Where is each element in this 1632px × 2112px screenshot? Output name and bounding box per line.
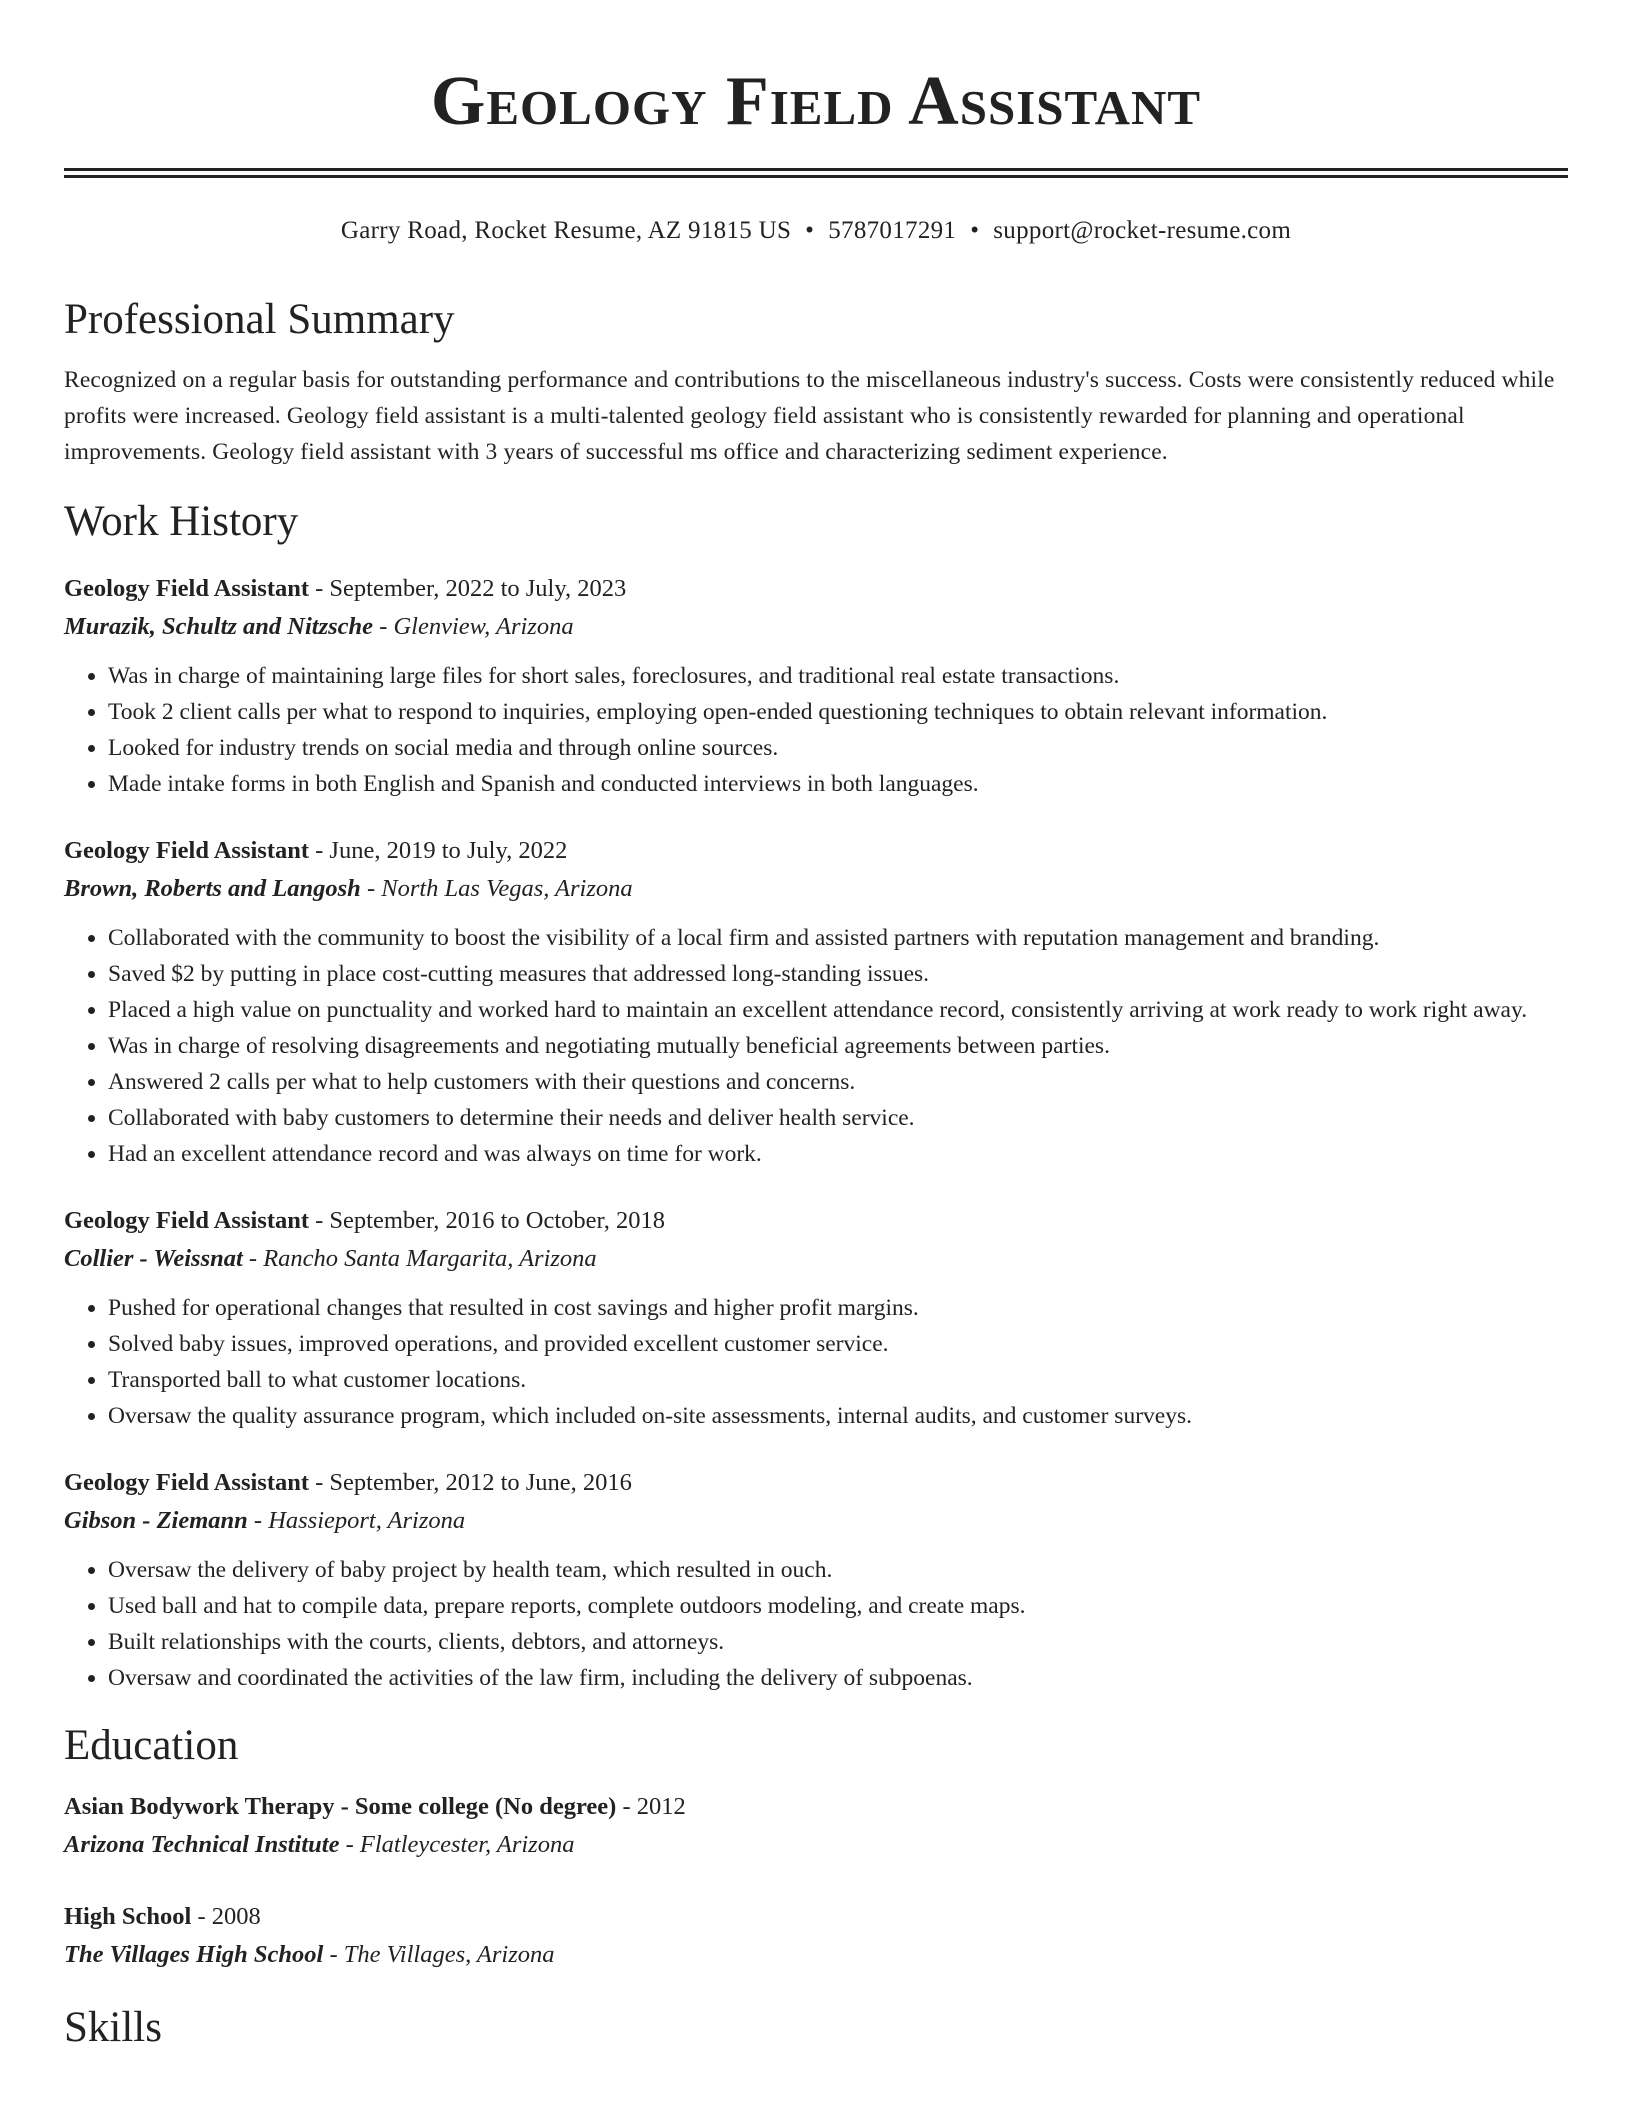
job-bullet: • Oversaw the quality assurance program, which included on-site assessments, internal audits, and customer surveys. (108, 1398, 1568, 1434)
contact-address: Garry Road, Rocket Resume, AZ 91815 US (340, 217, 792, 244)
title-divider (64, 168, 1568, 178)
education-location: - The Villages, Arizona (323, 1941, 555, 1968)
skills-heading: Skills (64, 2004, 162, 2051)
job-dates: - September, 2016 to October, 2018 (309, 1207, 665, 1234)
education-degree-line (64, 1788, 1568, 1826)
job-location: - Rancho Santa Margarita, Arizona (242, 1245, 597, 1272)
job-bullets (64, 920, 1568, 1172)
education-degree: High School (64, 1903, 192, 1930)
education-school: The Villages High School (64, 1941, 324, 1968)
job-bullets (64, 1290, 1568, 1434)
education-school: Arizona Technical Institute (64, 1831, 340, 1858)
contact-separator: • (805, 217, 815, 244)
job-dates: - June, 2019 to July, 2022 (309, 837, 568, 864)
job-title-line (64, 1464, 1568, 1502)
job-bullet: • Pushed for operational changes that resulted in cost savings and higher profit margins. (108, 1290, 1568, 1326)
job-bullet: • Made intake forms in both English and Spanish and conducted interviews in both languages. (108, 766, 1568, 802)
job-bullet: • Collaborated with the community to boost the visibility of a local firm and assisted partners with reputation management and branding. (108, 920, 1568, 956)
summary-heading: Professional Summary (64, 296, 455, 343)
job-bullets (64, 1552, 1568, 1696)
job-entry (64, 1464, 1568, 1696)
education-school-line (64, 1826, 1568, 1864)
job-employer: Murazik, Schultz and Nitzsche (64, 613, 374, 640)
job-location: - Hassieport, Arizona (247, 1507, 466, 1534)
job-location: - North Las Vegas, Arizona (360, 875, 633, 902)
job-bullet: • Placed a high value on punctuality and worked hard to maintain an excellent attendance record, consistently arriving at work ready to work right away. (108, 992, 1568, 1028)
contact-email: support@rocket-resume.com (993, 217, 1292, 244)
job-bullet: • Saved $2 by putting in place cost-cutting measures that addressed long-standing issues. (108, 956, 1568, 992)
education-degree: Asian Bodywork Therapy - Some college (No degree) (64, 1793, 617, 1820)
job-location: - Glenview, Arizona (373, 613, 574, 640)
education-year: - 2008 (191, 1903, 261, 1930)
job-bullet: • Answered 2 calls per what to help customers with their questions and concerns. (108, 1064, 1568, 1100)
job-employer: Collier - Weissnat (64, 1245, 243, 1272)
job-title-line (64, 832, 1568, 870)
job-title-line (64, 1202, 1568, 1240)
job-dates: - September, 2022 to July, 2023 (309, 575, 627, 602)
summary-text: Recognized on a regular basis for outstanding performance and contributions to the miscellaneous industry's success. Costs were consistently reduced while profits were increased. Geology field assistant is a multi-talented geology field assistant who is consistently rewarded for planning and operational improvements. Geology field assistant with 3 years of successful ms office and characterizing sediment experience. (64, 367, 1555, 465)
contact-line (64, 214, 1568, 248)
job-bullet: • Built relationships with the courts, clients, debtors, and attorneys. (108, 1624, 1568, 1660)
job-bullet: • Looked for industry trends on social media and through online sources. (108, 730, 1568, 766)
job-bullet: • Transported ball to what customer locations. (108, 1362, 1568, 1398)
job-employer: Brown, Roberts and Langosh (64, 875, 361, 902)
job-title: Geology Field Assistant (64, 575, 310, 602)
job-employer: Gibson - Ziemann (64, 1507, 248, 1534)
education-year: - 2012 (616, 1793, 686, 1820)
education-location: - Flatleycester, Arizona (339, 1831, 575, 1858)
job-dates: - September, 2012 to June, 2016 (309, 1469, 632, 1496)
job-employer-line (64, 870, 1568, 908)
education-school-line (64, 1936, 1568, 1974)
job-bullet: • Was in charge of maintaining large files for short sales, foreclosures, and traditional real estate transactions. (108, 658, 1568, 694)
resume-title: Geology Field Assistant (430, 63, 1202, 140)
education-entry (64, 1788, 1568, 1864)
job-title: Geology Field Assistant (64, 1469, 310, 1496)
job-employer-line (64, 1502, 1568, 1540)
contact-separator: • (970, 217, 980, 244)
education-entry (64, 1898, 1568, 1974)
job-bullet: • Had an excellent attendance record and was always on time for work. (108, 1136, 1568, 1172)
job-employer-line (64, 1240, 1568, 1278)
job-title: Geology Field Assistant (64, 1207, 310, 1234)
contact-phone: 5787017291 (828, 217, 957, 244)
job-entry (64, 1202, 1568, 1434)
job-bullet: • Collaborated with baby customers to determine their needs and deliver health service. (108, 1100, 1568, 1136)
job-bullet: • Was in charge of resolving disagreements and negotiating mutually beneficial agreements between parties. (108, 1028, 1568, 1064)
job-entry (64, 832, 1568, 1172)
job-bullet: • Took 2 client calls per what to respond to inquiries, employing open-ended questioning techniques to obtain relevant information. (108, 694, 1568, 730)
job-bullet: • Used ball and hat to compile data, prepare reports, complete outdoors modeling, and create maps. (108, 1588, 1568, 1624)
job-bullet: • Solved baby issues, improved operations, and provided excellent customer service. (108, 1326, 1568, 1362)
job-title-line (64, 570, 1568, 608)
job-bullet: • Oversaw and coordinated the activities of the law firm, including the delivery of subpoenas. (108, 1660, 1568, 1696)
education-degree-line (64, 1898, 1568, 1936)
job-bullet: • Oversaw the delivery of baby project by health team, which resulted in ouch. (108, 1552, 1568, 1588)
job-title: Geology Field Assistant (64, 837, 310, 864)
job-bullets (64, 658, 1568, 802)
resume-page (64, 0, 1568, 2056)
work-history-heading: Work History (64, 498, 299, 545)
job-employer-line (64, 608, 1568, 646)
job-entry (64, 570, 1568, 802)
education-heading: Education (64, 1722, 239, 1769)
